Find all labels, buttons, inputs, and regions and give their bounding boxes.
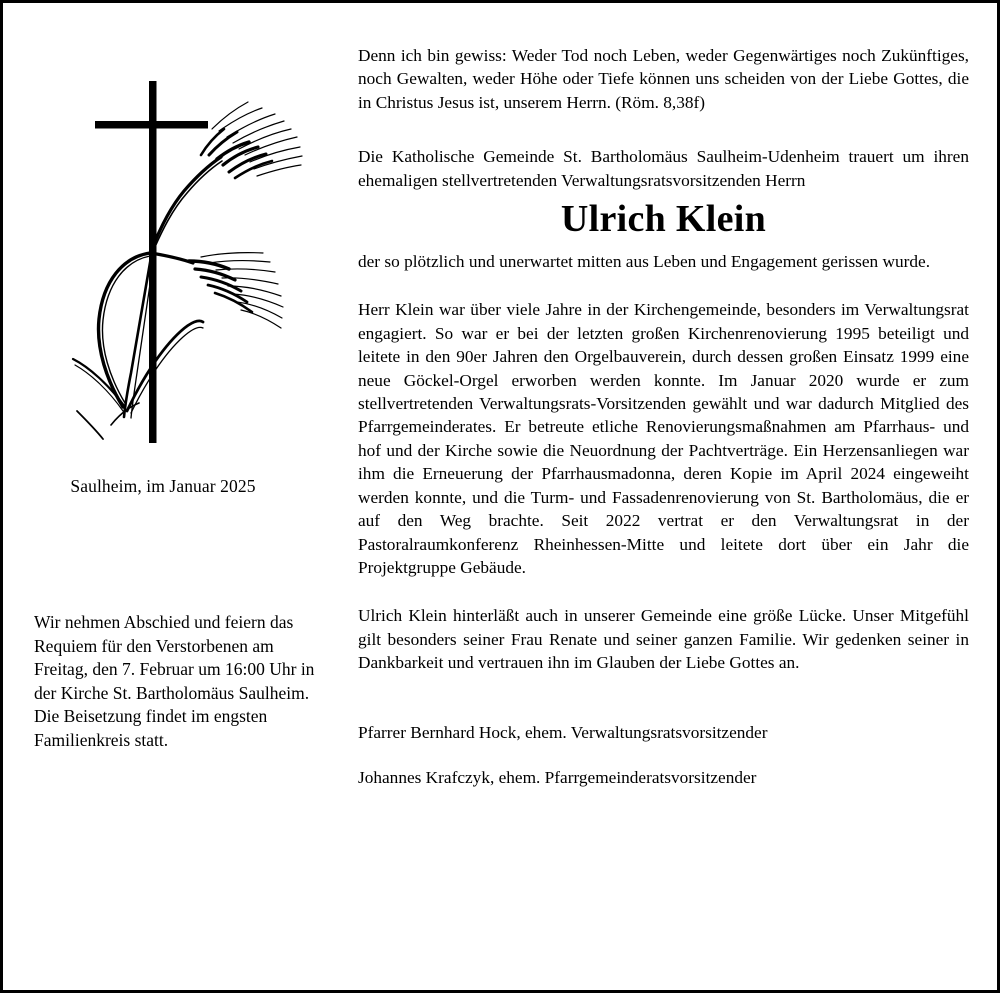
funeral-details: Wir nehmen Abschied und feiern das Requiem für den Verstorbenen am Freitag, den 7. Februar um 16:00 Uhr in der Kirche St. Bartholomäus Saulheim. Die Beisetzung findet im engsten Familienkreis statt. [34,612,315,750]
signature-line: Johannes Krafczyk, ehem. Pfarrgemeinderatsvorsitzender [358,767,757,787]
left-column [3,3,343,990]
biography-text: Herr Klein war über viele Jahre in der Kirchengemeinde, besonders im Verwaltungsrat engagiert. So war er bei der letzten großen Kirchenrenovierung 1995 beteiligt und leitete in den 90er Jahren den Orgelbauverein, durch dessen großen Einsatz 1999 eine neue Göckel-Orgel erworben werden konnte. Im Januar 2020 wurde er zum stellvertretenden Verwaltungsrats-Vorsitzenden gewählt und war dadurch Mitglied des Pfarrgemeinderates. Er betreute etliche Renovierungsmaßnahmen am Pfarrhaus- und hof und der Kirche sowie die Neuordnung der Pachtverträge. Ein Herzensanliegen war ihm die Erneuerung der Pfarrhausmadonna, deren Kopie im April 2024 eingeweiht werden konnte, und die Turm- und Fassadenrenovierung von St. Bartholomäus, die er auf den Weg brachte. Seit 2022 vertrat er den Verwaltungsrat in der Pastoralraumkonferenz Rheinhessen-Mitte und leitete dort über ein Jahr die Projektgruppe Gebäude. [358,300,969,577]
right-column [343,3,997,990]
passing-statement: der so plötzlich und unerwartet mitten aus Leben und Engagement gerissen wurde. [358,252,931,272]
introduction-text: Die Katholische Gemeinde St. Bartholomäus Saulheim-Udenheim trauert um ihren ehemaligen stellvertretenden Verwaltungsratsvorsitzenden Herrn [358,147,969,190]
condolence-text: Ulrich Klein hinterläßt auch in unserer Gemeinde eine größe Lücke. Unser Mitgefühl gilt besonders seiner Frau Renate und seiner ganzen Familie. Wir gedenken seiner in Dankbarkeit und vertrauen ihn im Glauben der Liebe Gottes an. [358,606,969,673]
place-and-date: Saulheim, im Januar 2025 [70,476,256,496]
cross-with-wheat-icon [51,81,313,443]
notice-columns [3,3,997,990]
deceased-name: Ulrich Klein [560,198,767,241]
bible-verse: Denn ich bin gewiss: Weder Tod noch Leben, weder Gegenwärtiges noch Zukünftiges, noch Gewalten, weder Höhe oder Tiefe können uns scheiden von der Liebe Gottes, die in Christus Jesus ist, unserem Herrn. (Röm. 8,38f) [358,46,969,112]
signature-line: Pfarrer Bernhard Hock, ehem. Verwaltungsratsvorsitzender [358,722,768,742]
